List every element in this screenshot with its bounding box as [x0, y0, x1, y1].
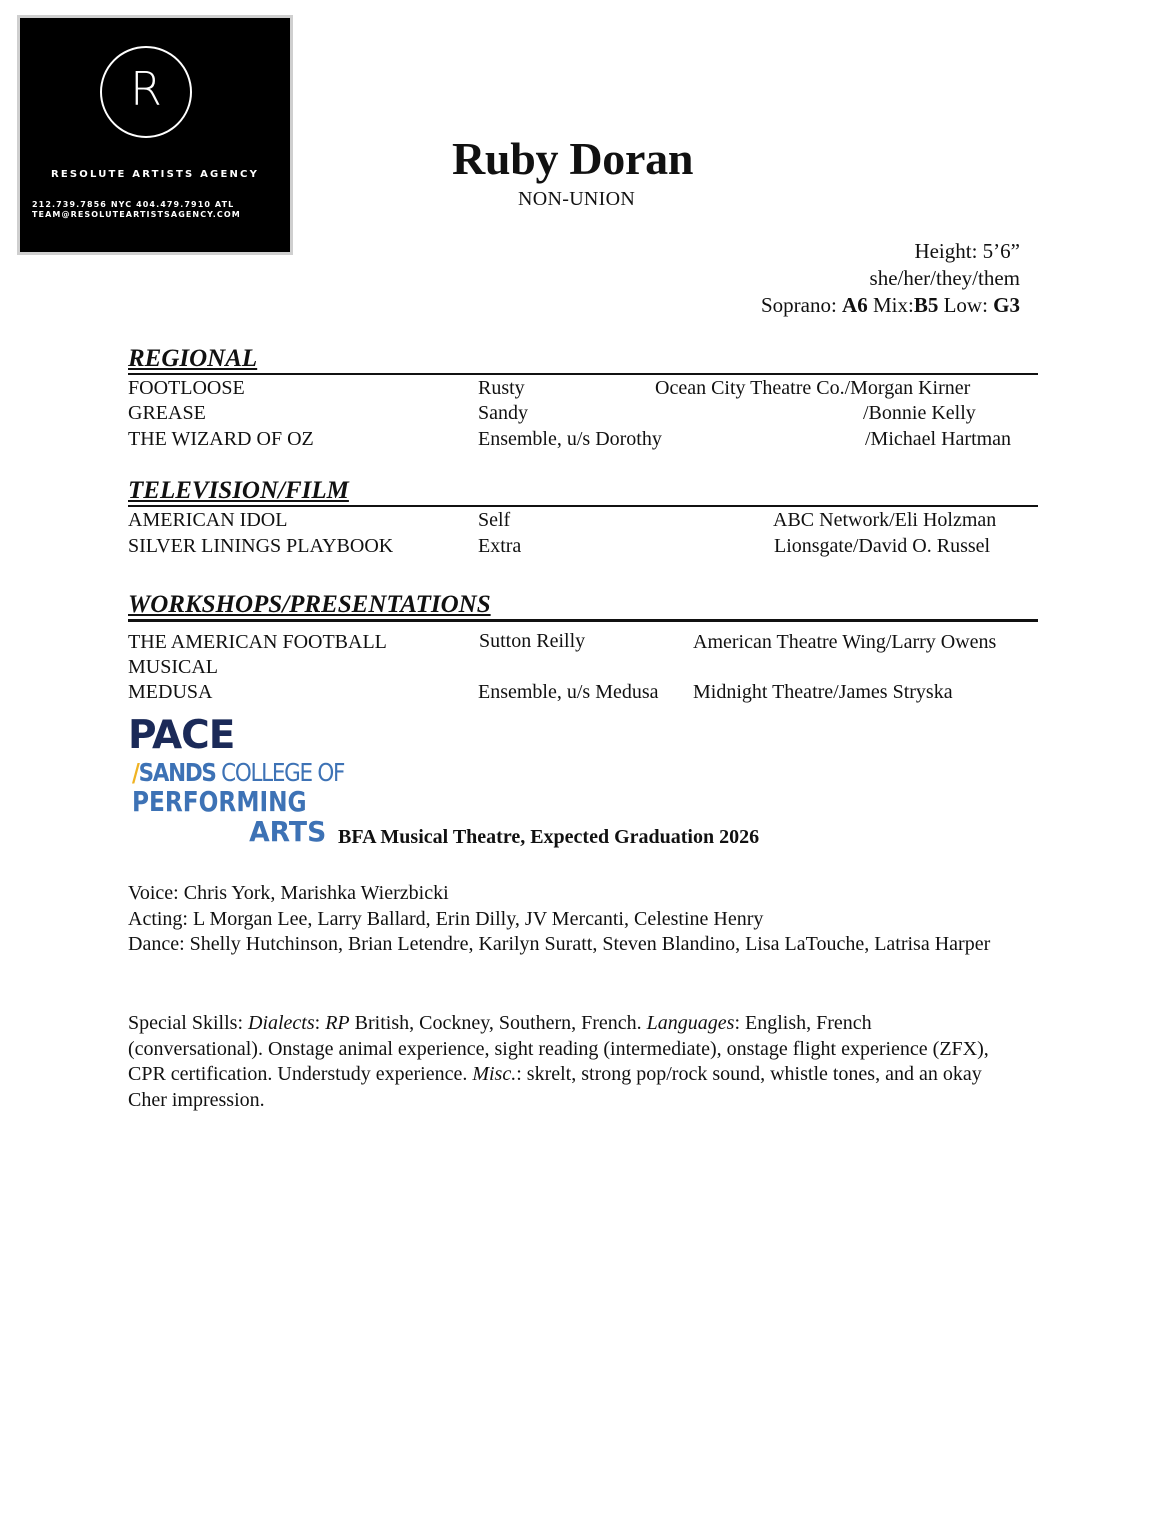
agency-email: TEAM@RESOLUTEARTISTSAGENCY.COM [32, 210, 241, 219]
pace-logo-arts: ARTS [248, 815, 326, 848]
agency-logo-letter: R [130, 62, 162, 116]
pace-logo-college [132, 758, 344, 788]
mix-label: Mix: [867, 293, 914, 317]
credit-company: American Theatre Wing/Larry Owens [693, 631, 997, 653]
pace-logo-college-of: COLLEGE OF [215, 758, 345, 787]
pace-logo-performing: PERFORMING [132, 785, 307, 818]
credit-show: THE WIZARD OF OZ [128, 428, 314, 450]
credit-company: Ocean City Theatre Co./Morgan Kirner [655, 377, 971, 399]
pace-logo-slash: / [132, 758, 139, 787]
credit-company: Lionsgate/David O. Russel [774, 535, 991, 557]
pace-logo-wordmark: PACE [128, 713, 235, 758]
dialects-text: British, Cockney, Southern, French. [349, 1012, 647, 1034]
credit-show-line1: THE AMERICAN FOOTBALL [128, 631, 387, 653]
soprano-label: Soprano: [760, 293, 843, 317]
section-title-regional: REGIONAL [128, 345, 1038, 375]
pace-logo [128, 713, 345, 850]
credit-role: Sandy [478, 402, 528, 424]
actor-stats [761, 238, 1020, 319]
credit-company: Midnight Theatre/James Stryska [693, 681, 953, 703]
credit-show: SILVER LININGS PLAYBOOK [128, 535, 394, 557]
mix-value: B5 [913, 293, 939, 317]
training-acting: Acting: L Morgan Lee, Larry Ballard, Erin Dilly, JV Mercanti, Celestine Henry [128, 907, 764, 930]
special-skills: Special Skills: Dialects: RP British, Cockney, Southern, French. Languages: English, French (conversational). Onstage animal experience, sight reading (intermediate), onstage flight experience (ZFX), CPR certification. Understudy experience. Misc.: skrelt, strong pop/rock sound, whistle tones, and an okay Cher impression. [128, 1012, 989, 1111]
credit-show-line2: MUSICAL [128, 656, 219, 678]
vocal-range [761, 292, 1020, 319]
low-label: Low: [938, 293, 994, 317]
pronouns: she/her/they/them [869, 266, 1020, 290]
credit-role: Extra [478, 535, 522, 557]
languages-label: Languages [646, 1012, 735, 1034]
misc-text: : skrelt, strong pop/rock sound, whistle tones, and an okay Cher impression. [128, 1063, 982, 1111]
training-voice: Voice: Chris York, Marishka Wierzbicki [128, 882, 449, 904]
credit-role: Ensemble, u/s Dorothy [478, 428, 662, 450]
height: Height: 5’6” [914, 239, 1020, 263]
credit-role: Self [478, 509, 511, 531]
credit-role: Rusty [478, 377, 525, 399]
section-title-workshops: WORKSHOPS/PRESENTATIONS [128, 591, 1038, 622]
credit-show: GREASE [128, 402, 206, 424]
agency-phones: 212.739.7856 NYC 404.479.7910 ATL [32, 200, 235, 209]
languages-text: : English, French (conversational). Onstage animal experience, sight reading (intermediate), onstage flight experience (ZFX), CPR certification. Understudy experience. [128, 1012, 989, 1085]
credit-show: AMERICAN IDOL [128, 509, 288, 531]
education-degree: BFA Musical Theatre, Expected Graduation 2026 [338, 826, 760, 848]
pace-logo-sands: SANDS [138, 758, 216, 787]
dialects-label: Dialects [248, 1012, 315, 1034]
credit-company: ABC Network/Eli Holzman [773, 509, 997, 531]
rp-label: RP [325, 1012, 350, 1034]
skills-label: Special Skills: [128, 1012, 248, 1034]
credit-role: Sutton Reilly [479, 630, 586, 652]
union-status: NON-UNION [518, 188, 636, 210]
credit-company: /Michael Hartman [865, 428, 1012, 450]
credit-show: FOOTLOOSE [128, 377, 245, 399]
actor-name: Ruby Doran [452, 133, 694, 184]
soprano-value: A6 [842, 293, 868, 317]
credit-show: MEDUSA [128, 681, 213, 703]
misc-label: Misc. [472, 1063, 517, 1085]
agency-name: RESOLUTE ARTISTS AGENCY [50, 169, 260, 180]
agency-logo [17, 15, 293, 255]
low-value: G3 [993, 293, 1020, 317]
training-dance: Dance: Shelly Hutchinson, Brian Letendre, Karilyn Suratt, Steven Blandino, Lisa LaTouche, Latrisa Harper [128, 933, 991, 955]
agency-contact [32, 200, 282, 220]
section-title-tv-film: TELEVISION/FILM [128, 477, 1038, 507]
credit-company: /Bonnie Kelly [863, 402, 976, 424]
training-block [128, 881, 1008, 958]
agency-logo-circle [100, 46, 192, 138]
credit-role: Ensemble, u/s Medusa [478, 681, 659, 703]
